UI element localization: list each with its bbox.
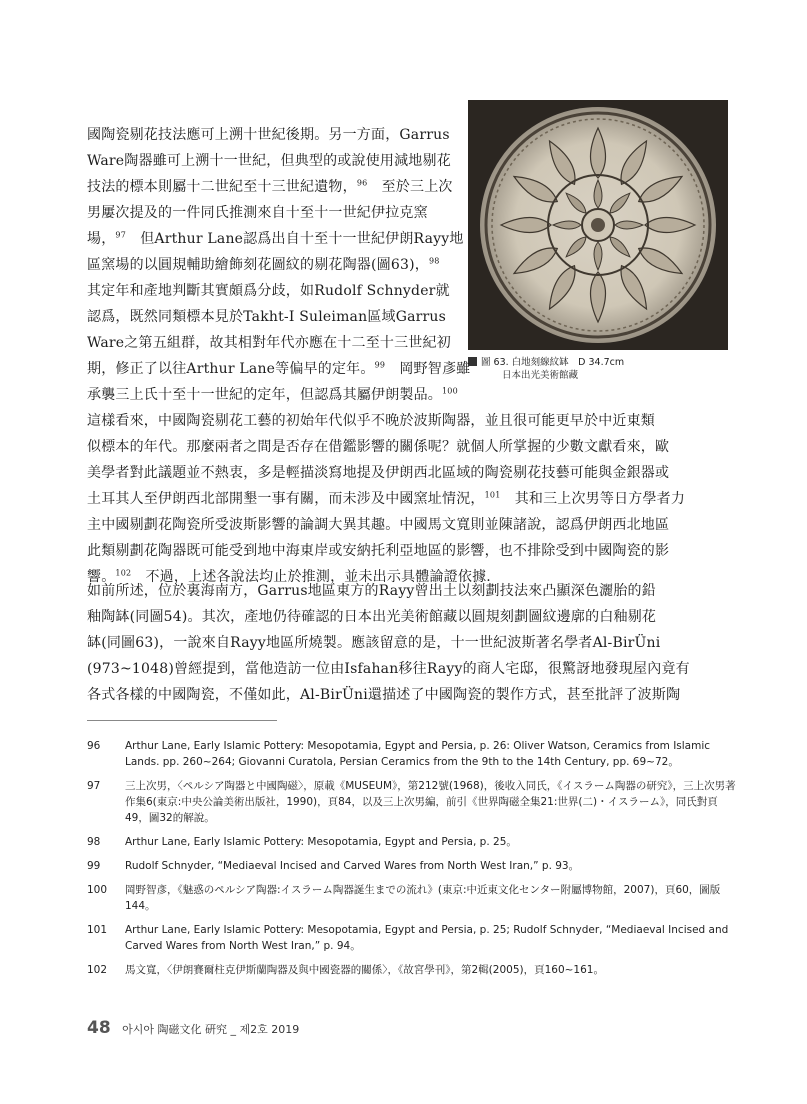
footnotes: [87, 738, 737, 986]
text-line: 似標本的年代。那麼兩者之間是否存在借鑑影響的關係呢？就個人所掌握的少數文獻看來，歐: [87, 439, 670, 455]
text-line: 期，修正了以往Arthur Lane等偏早的定年。$^{99}$ 岡野智彥雖: [87, 360, 471, 377]
text-line: Ware之第五組群，故其相對年代亦應在十二至十三世紀初: [87, 335, 451, 351]
text-line: 場，$^{97}$ 但Arthur Lane認爲出自十至十一世紀伊朗Rayy地: [87, 230, 464, 247]
footnote-ref-101[interactable]: 101: [484, 490, 501, 500]
footnote-98: [87, 834, 737, 850]
figure-caption: [468, 356, 744, 382]
paragraph-3: [87, 578, 723, 708]
footnote-ref-98[interactable]: 98: [428, 256, 440, 266]
text-line: 區窯場的以圓規輔助繪飾刻花圖紋的剔花陶器(圖63)，$^{98}$: [87, 256, 440, 273]
footnote-number: 102: [87, 964, 108, 976]
footnote-number: 100: [87, 884, 108, 896]
text-line: 這樣看來，中國陶瓷剔花工藝的初始年代似乎不晚於波斯陶器，並且很可能更早於中近東類: [87, 413, 655, 429]
paragraph-2: [87, 408, 723, 590]
footnote-text: 三上次男，〈ペルシア陶器と中國陶磁〉，原載《MUSEUM》，第212號(1968)，後收入同氏，《イスラーム陶器の研究》，三上次男著作集6(東京:中央公論美術出版社，1990)，頁84，以及三上次男編，前引《世界陶磁全集21:世界(二)・イスラーム》，同氏對頁49，圖32的解說。: [125, 780, 736, 824]
running-title: 아시아 陶磁文化 硏究 _ 제2호 2019: [122, 1023, 300, 1036]
bowl-photograph: [468, 100, 728, 350]
footnote-number: 99: [87, 860, 101, 872]
footnote-ref-97[interactable]: 97: [115, 230, 126, 240]
text-line: 主中國剔劃花陶瓷所受波斯影響的論調大異其趣。中國馬文寬則並陳諸說，認爲伊朗西北地區: [87, 517, 670, 533]
footnote-99: [87, 858, 737, 874]
footnote-number: 101: [87, 924, 108, 936]
text-line: (973~1048)曾經提到，當他造訪一位由Isfahan移往Rayy的商人宅邸，很驚訝地發現屋內竟有: [87, 661, 690, 677]
footnote-text: Arthur Lane, Early Islamic Pottery: Mesopotamia, Egypt and Persia, p. 25。: [125, 836, 517, 848]
text-line: 其定年和產地判斷其實頗爲分歧，如Rudolf Schnyder就: [87, 283, 450, 299]
caption-line-1: 白地刻線紋缽 D 34.7cm: [511, 357, 625, 368]
text-line: 各式各樣的中國陶瓷，不僅如此，Al-BirÜni還描述了中國陶瓷的製作方式，甚至批評了波斯陶: [87, 687, 681, 703]
footnote-ref-99[interactable]: 99: [374, 360, 386, 370]
text-line: 缽(同圖63)，一說來自Rayy地區所燒製。應該留意的是，十一世紀波斯著名學者Al-BirÜni: [87, 635, 661, 651]
figure-63: [468, 100, 744, 382]
text-line: 釉陶缽(同圖54)。其次，產地仍待確認的日本出光美術館藏以圓規刻劃圖紋邊廓的白釉剔花: [87, 609, 657, 625]
footnote-number: 96: [87, 740, 101, 752]
text-line: 土耳其人至伊朗西北部開墾一事有關，而未涉及中國窯址情況，$^{101}$ 其和三上次男等日方學者力: [87, 490, 686, 507]
footnote-100: [87, 882, 737, 914]
text-line: 認爲，既然同類標本見於Takht-I Suleiman區域Garrus: [87, 309, 447, 325]
footnote-text: 馬文寬，〈伊朗賽爾柱克伊斯蘭陶器及與中國瓷器的關係〉，《故宮學刊》，第2輯(2005)，頁160~161。: [125, 964, 604, 976]
paragraph-1: [87, 122, 471, 408]
bowl-image: [468, 100, 728, 350]
footnote-number: 98: [87, 836, 101, 848]
footnote-ref-96[interactable]: 96: [356, 178, 368, 188]
text-line: 承襲三上氏十至十一世紀的定年，但認爲其屬伊朗製品。$^{100}$: [87, 386, 458, 403]
footnote-96: [87, 738, 737, 770]
caption-label: 圖 63.: [481, 357, 509, 368]
caption-line-2: 日本出光美術館藏: [502, 370, 579, 381]
footnote-number: 97: [87, 780, 101, 792]
footnote-text: Arthur Lane, Early Islamic Pottery: Mesopotamia, Egypt and Persia, p. 25; Rudolf Schnyder, “Mediaeval Incised and Carved Wares from North West Iran,” p. 94。: [125, 924, 729, 952]
text-line: 男屢次提及的一件同氏推測來自十至十一世紀伊拉克窯: [87, 205, 428, 221]
text-line: 技法的標本則屬十二世紀至十三世紀遺物，$^{96}$ 至於三上次: [87, 178, 453, 195]
footnote-101: [87, 922, 737, 954]
text-line: Ware陶器雖可上溯十一世紀，但典型的或說使用減地剔花: [87, 153, 451, 169]
footnote-text: 岡野智彥，《魅惑のペルシア陶器:イスラーム陶器誕生までの流れ》(東京:中近東文化センター附屬博物館，2007)，頁60，圖版144。: [125, 884, 721, 912]
page-number: 48: [87, 1018, 111, 1038]
page-footer: [87, 1018, 299, 1038]
footnote-102: [87, 962, 737, 978]
text-line: 響。$^{102}$ 不過，上述各說法均止於推測，並未出示具體論證依據.: [87, 568, 491, 585]
text-line: 美學者對此議題並不熱衷，多是輕描淡寫地提及伊朗西北區域的陶瓷剔花技藝可能與金銀器或: [87, 465, 670, 481]
footnote-97: [87, 778, 737, 826]
footnote-text: Rudolf Schnyder, “Mediaeval Incised and Carved Wares from North West Iran,” p. 93。: [125, 860, 580, 872]
text-line: 國陶瓷剔花技法應可上溯十世紀後期。另一方面，Garrus: [87, 127, 450, 143]
footnote-ref-100[interactable]: 100: [442, 386, 458, 396]
footnote-divider: [87, 720, 277, 721]
text-line: 此類剔劃花陶器既可能受到地中海東岸或安納托利亞地區的影響，也不排除受到中國陶瓷的影: [87, 543, 670, 559]
text-line: 如前所述，位於裏海南方，Garrus地區東方的Rayy曾出土以刻劃技法來凸顯深色灑胎的鉛: [87, 583, 656, 599]
footnote-text: Arthur Lane, Early Islamic Pottery: Mesopotamia, Egypt and Persia, p. 26: Oliver Watson, Ceramics from Islamic Lands. pp. 260~264; Giovanni Curatola, Persian Ceramics from the 9th to the 14th Century, pp. 69~72。: [125, 740, 711, 768]
footnote-ref-102[interactable]: 102: [115, 568, 132, 578]
